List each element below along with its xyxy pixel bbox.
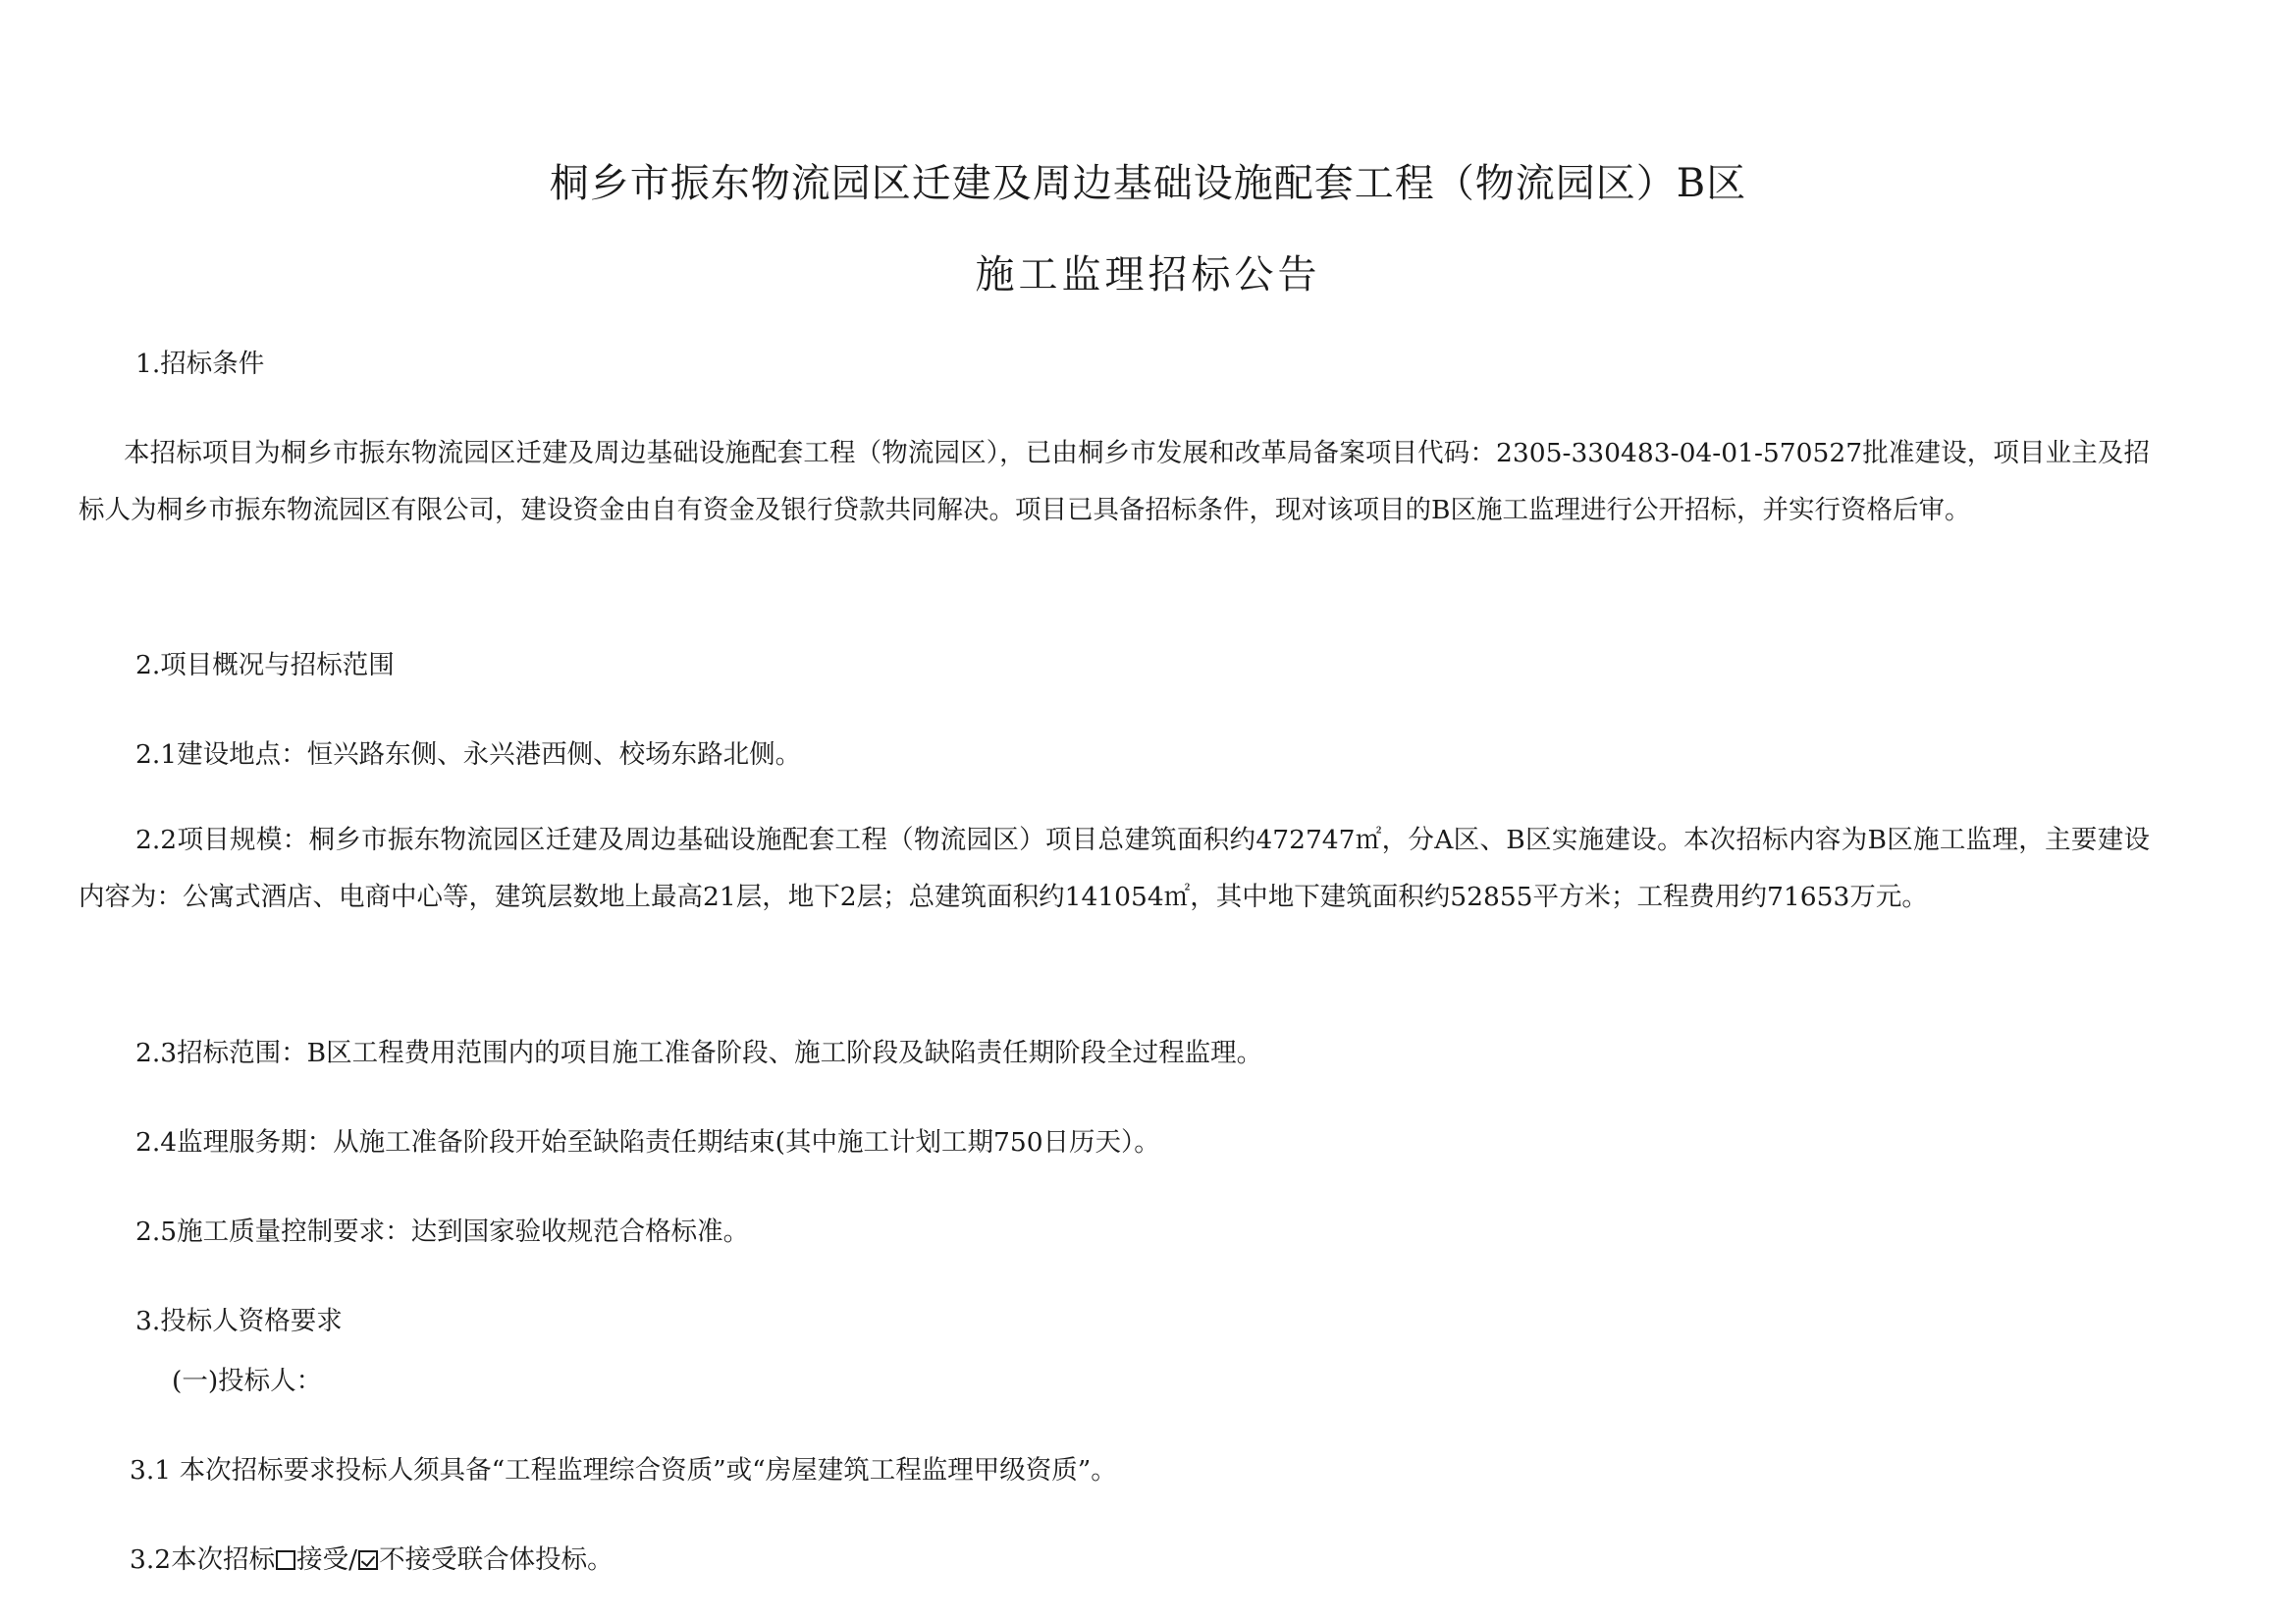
reject-consortium-checkbox[interactable] xyxy=(358,1550,378,1570)
section-3-1: 3.1 本次招标要求投标人须具备“工程监理综合资质”或“房屋建筑工程监理甲级资质”。 xyxy=(130,1455,1117,1486)
reject-consortium-label: 不接受联合体投标。 xyxy=(379,1544,614,1575)
section-2-5: 2.5施工质量控制要求：达到国家验收规范合格标准。 xyxy=(135,1217,750,1247)
section-2-4: 2.4监理服务期：从施工准备阶段开始至缺陷责任期结束(其中施工计划工期750日历天）。 xyxy=(135,1127,1160,1158)
document-title-line1: 桐乡市振东物流园区迁建及周边基础设施配套工程（物流园区）B区 xyxy=(549,161,1747,206)
section-2-3: 2.3招标范围：B区工程费用范围内的项目施工准备阶段、施工阶段及缺陷责任期阶段全过程监理。 xyxy=(135,1038,1263,1068)
section-1-heading: 1.招标条件 xyxy=(135,349,265,379)
section-2-1: 2.1建设地点：恒兴路东侧、永兴港西侧、校场东路北侧。 xyxy=(135,739,802,770)
section-2-2: 2.2项目规模：桐乡市振东物流园区迁建及周边基础设施配套工程（物流园区）项目总建筑面积约472747㎡，分A区、B区实施建设。本次招标内容为B区施工监理，主要建设内容为：公寓式酒店、电商中心等，建筑层数地上最高21层，地下2层；总建筑面积约141054㎡，其中地下建筑面积约52855平方米；工程费用约71653万元。 xyxy=(79,825,2150,912)
document-title-line2: 施工监理招标公告 xyxy=(975,252,1321,298)
section-3-subheading: (一)投标人： xyxy=(172,1366,323,1396)
section-2-heading: 2.项目概况与招标范围 xyxy=(135,650,395,680)
section-1-body: 本招标项目为桐乡市振东物流园区迁建及周边基础设施配套工程（物流园区），已由桐乡市发展和改革局备案项目代码：2305-330483-04-01-570527批准建设，项目业主及招标人为桐乡市振东物流园区有限公司，建设资金由自有资金及银行贷款共同解决。项目已具备招标条件，现对该项目的B区施工监理进行公开招标，并实行资格后审。 xyxy=(79,438,2150,525)
section-3-2-prefix: 3.2本次招标 xyxy=(130,1544,276,1575)
section-3-2 xyxy=(130,1538,614,1576)
accept-consortium-label: 接受/ xyxy=(296,1544,358,1575)
accept-consortium-checkbox[interactable] xyxy=(276,1550,295,1570)
section-3-heading: 3.投标人资格要求 xyxy=(135,1306,343,1336)
